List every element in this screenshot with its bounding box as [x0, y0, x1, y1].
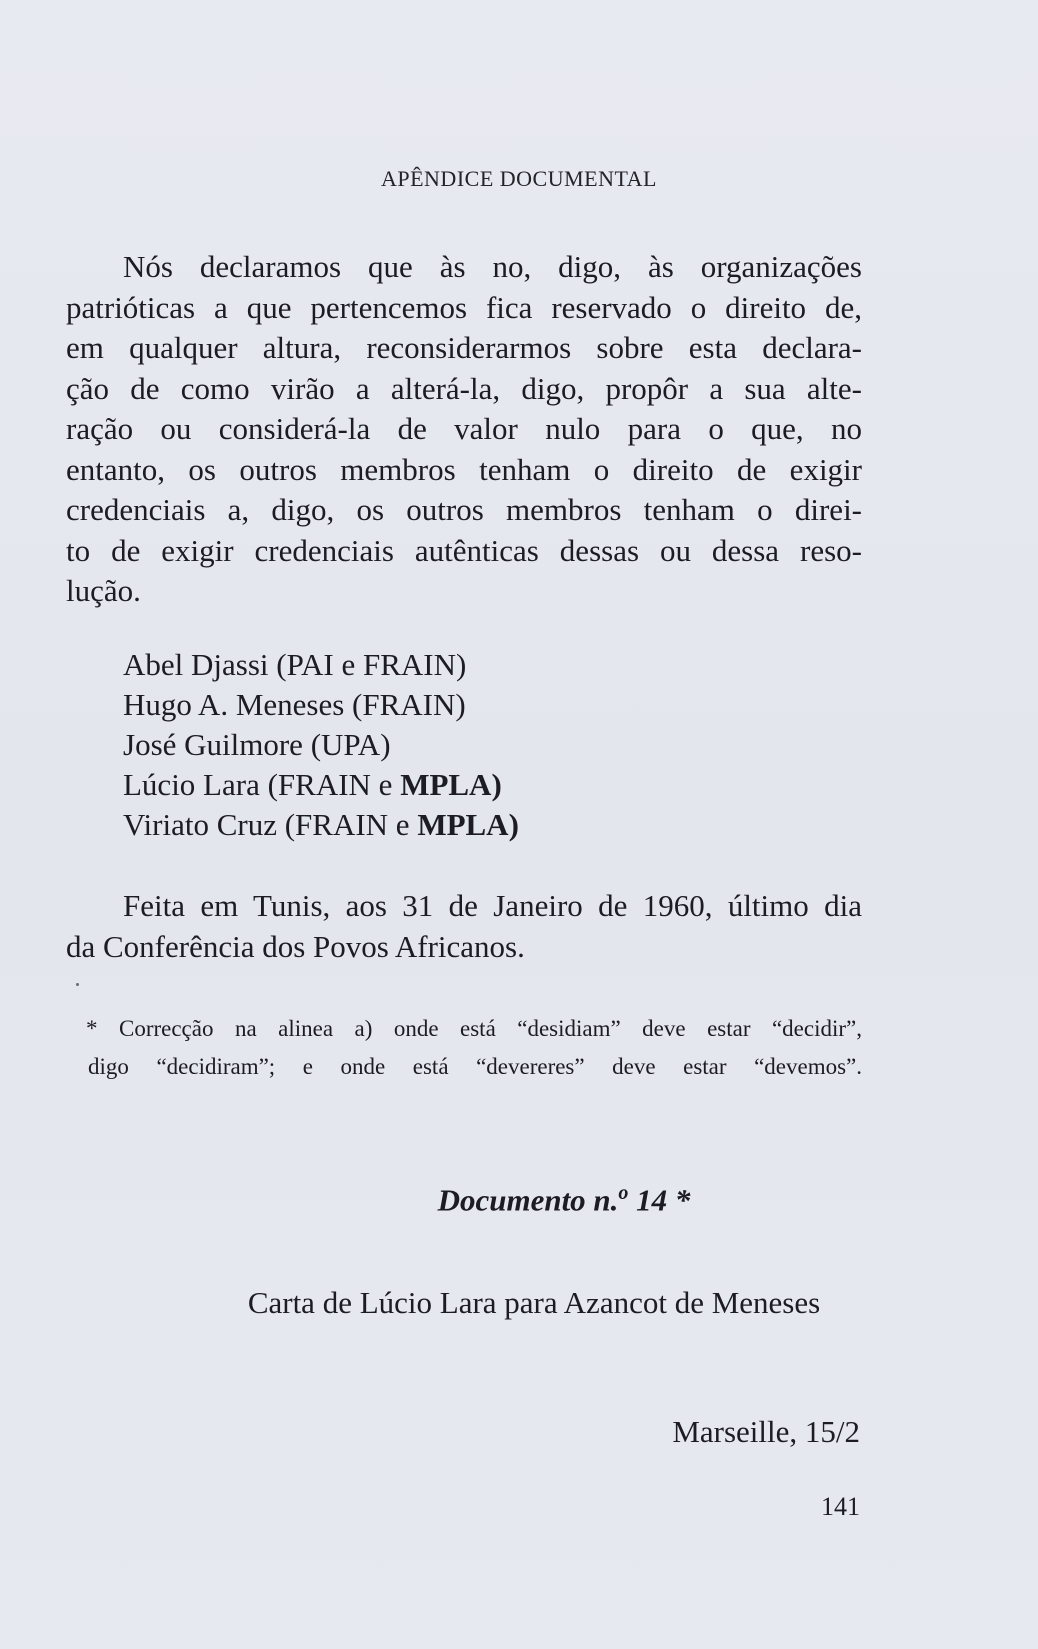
signatory: José Guilmore (UPA)	[123, 727, 391, 762]
paragraph-line: em qualquer altura, reconsiderarmos sobre esta declara-	[66, 330, 862, 365]
signatory: Abel Djassi (PAI e FRAIN)	[123, 647, 467, 682]
closing-paragraph	[66, 886, 862, 967]
paragraph-line: lução.	[66, 573, 141, 608]
paragraph-line: patrióticas a que pertencemos fica reservado o direito de,	[66, 289, 862, 325]
paragraph-line: ção de como virão a alterá-la, digo, propôr a sua alte-	[66, 370, 862, 406]
paragraph-line: da Conferência dos Povos Africanos.	[66, 928, 525, 964]
paragraph-line: to de exigir credenciais autênticas dessas ou dessa reso-	[66, 532, 862, 568]
page-number: 141	[821, 1492, 860, 1521]
signatories-list	[123, 645, 519, 845]
paragraph-line: Feita em Tunis, aos 31 de Janeiro de 1960, último dia	[123, 888, 862, 923]
stray-mark	[76, 983, 79, 986]
signatory: Lúcio Lara (FRAIN e MPLA)	[123, 767, 502, 802]
paragraph-line: Nós declaramos que às no, digo, às organizações	[123, 249, 862, 284]
letter-title: Carta de Lúcio Lara para Azancot de Meneses	[247, 1285, 821, 1320]
declaration-paragraph	[66, 247, 862, 612]
paragraph-line: ração ou considerá-la de valor nulo para o que, no	[66, 411, 862, 446]
document-heading: Documento n.$^o$ 14 *	[437, 1182, 691, 1218]
signatory: Hugo A. Meneses (FRAIN)	[123, 687, 466, 722]
footnote-line: digo “decidiram”; e onde está “devereres” deve estar “devemos”.	[88, 1054, 862, 1079]
footnote	[86, 1010, 862, 1086]
paragraph-line: entanto, os outros membros tenham o direito de exigir	[66, 451, 862, 487]
footnote-line: * Correcção na alinea a) onde está “desidiam” deve estar “decidir”,	[86, 1016, 862, 1041]
place-date: Marseille, 15/2	[672, 1414, 860, 1449]
paragraph-line: credenciais a, digo, os outros membros tenham o direi-	[66, 492, 862, 527]
running-header: APÊNDICE DOCUMENTAL	[380, 166, 657, 191]
signatory: Viriato Cruz (FRAIN e MPLA)	[123, 807, 519, 842]
bold-party: MPLA	[417, 807, 509, 842]
bold-party: MPLA	[400, 767, 492, 802]
